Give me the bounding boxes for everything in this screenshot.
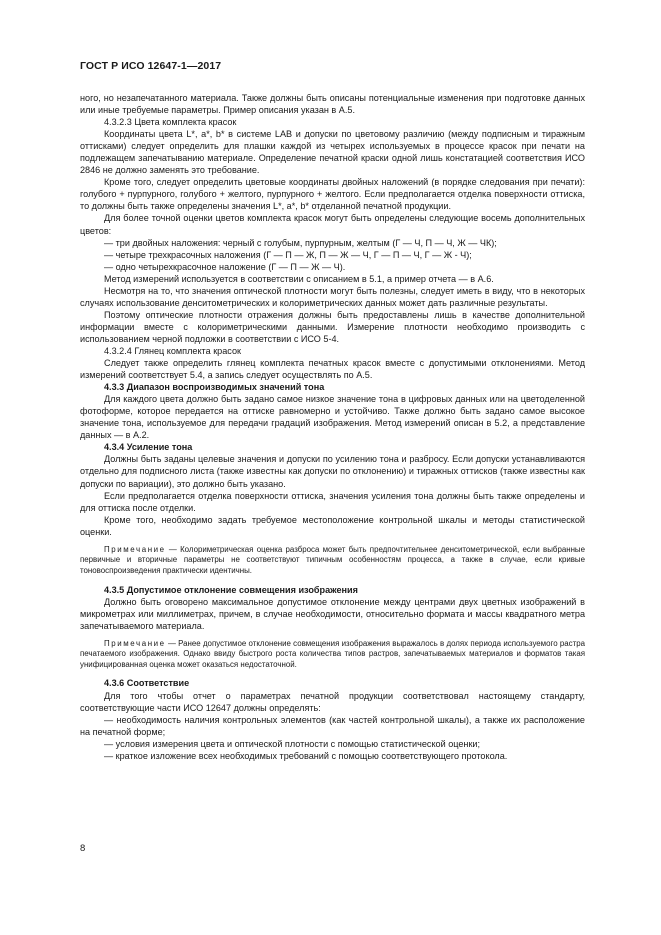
- body-paragraph: — необходимость наличия контрольных элементов (как частей контрольной шкалы), а также их расположение на печатной форме;: [80, 714, 585, 737]
- document-header: ГОСТ Р ИСО 12647-1—2017: [80, 60, 222, 72]
- body-paragraph: Для того чтобы отчет о параметрах печатной продукции соответствовал настоящему стандарту, соответствующие части ИСО 12647 должны определять:: [80, 690, 585, 713]
- body-paragraph: Должно быть оговорено максимальное допустимое отклонение между центрами двух цветных изображений в микрометрах или миллиметрах, причем, в случае необходимости, относительно формата и массы квадратного метра запечатываемого материала.: [80, 596, 585, 631]
- body-paragraph: — одно четырехкрасочное наложение (Г — П — Ж — Ч).: [104, 261, 346, 272]
- body-paragraph: Кроме того, необходимо задать требуемое местоположение контрольной шкалы и методы статистической оценки.: [80, 514, 585, 537]
- body-paragraph: Кроме того, следует определить цветовые координаты двойных наложений (в порядке следования при печати): голубого + пурпурного, голубого + желтого, пурпурного + желтого. Если предполагается отделка поверхности оттиска, то должны быть также определены значения L*, a*, b* отделанной печатной продукции.: [80, 177, 585, 212]
- section-heading: 4.3.5 Допустимое отклонение совмещения изображения: [104, 584, 358, 595]
- note-label: Примечание: [104, 544, 166, 554]
- body-paragraph: — три двойных наложения: черный с голубым, пурпурным, желтым (Г — Ч, П — Ч, Ж — ЧК);: [104, 237, 497, 248]
- body-paragraph: — условия измерения цвета и оптической плотности с помощью статистической оценки;: [104, 738, 481, 749]
- note-text: — Ранее допустимое отклонение совмещения изображения выражалось в долях периода используемого растра печатаемого изображения. Однако ввиду быстрого роста количества типов растров, запечатываемых материалов и форматов такая унифицированная оценка может оказаться недостаточной.: [80, 638, 585, 669]
- body-paragraph: Несмотря на то, что значения оптической плотности могут быть полезны, следует иметь в виду, что в некоторых случаях использование денситометрических и колориметрических данных может дать различные результаты.: [80, 285, 585, 308]
- body-paragraph: — четыре трехкрасочных наложения (Г — П — Ж, П — Ж — Ч, Г — П — Ч, Г — Ж - Ч);: [104, 249, 472, 260]
- spacer: [80, 670, 585, 677]
- spacer: [80, 632, 585, 639]
- body-paragraph: 4.3.2.3 Цвета комплекта красок: [104, 117, 237, 128]
- body-paragraph: Следует также определить глянец комплекта печатных красок вместе с допустимыми отклонениями. Метод измерений соответствует 5.4, а запись следует осуществлять по А.5.: [80, 358, 585, 381]
- section-heading: 4.3.4 Усиление тона: [104, 442, 193, 453]
- body-paragraph: ного, но незапечатанного материала. Также должны быть описаны потенциальные изменения при подготовке данных или иные требуемые параметры. Пример описания указан в А.5.: [80, 93, 585, 116]
- body-paragraph: Для каждого цвета должно быть задано самое низкое значение тона в цифровых данных или на цветоделенной фотоформе, которое передается на оттиске равномерно и устойчиво. Также должно быть задано самое высокое значение тона, используемое для передачи градаций изображения. Метод измерений описан в 5.2, а представление данных — в А.2.: [80, 394, 585, 441]
- section-heading: 4.3.6 Соответствие: [104, 678, 190, 689]
- body-paragraph: Должны быть заданы целевые значения и допуски по усилению тона и разбросу. Если допуски устанавливаются отдельно для подписного листа (также известны как допуски по отклонению) и тиражных оттисков (также известны как допуски по вариации), это должно быть указано.: [80, 454, 585, 489]
- body-paragraph: 4.3.2.4 Глянец комплекта красок: [104, 345, 241, 356]
- body-paragraph: Для более точной оценки цветов комплекта красок могут быть определены следующие восемь дополнительных цветов:: [80, 213, 585, 236]
- body-paragraph: Если предполагается отделка поверхности оттиска, значения усиления тона должны быть также определены и для оттиска после отделки.: [80, 490, 585, 513]
- body-paragraph: Метод измерений используется в соответствии с описанием в 5.1, а пример отчета — в А.6.: [104, 273, 494, 284]
- body-paragraph: Координаты цвета L*, a*, b* в системе LAB и допуски по цветовому различию (между подписным и тиражным оттисками) следует определить для плашки каждой из четырех используемых в процессе красок при печати на подлежащем запечатыванию материале. Определение печатной краски одной лишь констатацией соответствия ИСО 2846 не должно заменять это требование.: [80, 129, 585, 176]
- note-paragraph: [80, 545, 585, 577]
- section-heading: 4.3.3 Диапазон воспроизводимых значений тона: [104, 382, 325, 393]
- document-body: [80, 92, 585, 762]
- note-text: — Колориметрическая оценка разброса может быть предпочтительнее денситометрической, если выбранные первичные и вторичные параметры не соответствуют типичным особенностям процесса, а также в случае, если кривые тоновоспроизведения практически идентичны.: [80, 544, 585, 575]
- spacer: [80, 538, 585, 545]
- spacer: [80, 577, 585, 584]
- page-number: 8: [80, 843, 86, 854]
- body-paragraph: Поэтому оптические плотности отражения должны быть предоставлены лишь в качестве дополнительной информации вместе с колориметрическими данными. Измерение плотности необходимо производить с использованием черной подложки в соответствии с ИСО 5-4.: [80, 309, 585, 344]
- note-paragraph: [80, 639, 585, 671]
- note-label: Примечание: [104, 638, 166, 648]
- body-paragraph: — краткое изложение всех необходимых требований с помощью соответствующего протокола.: [104, 750, 508, 761]
